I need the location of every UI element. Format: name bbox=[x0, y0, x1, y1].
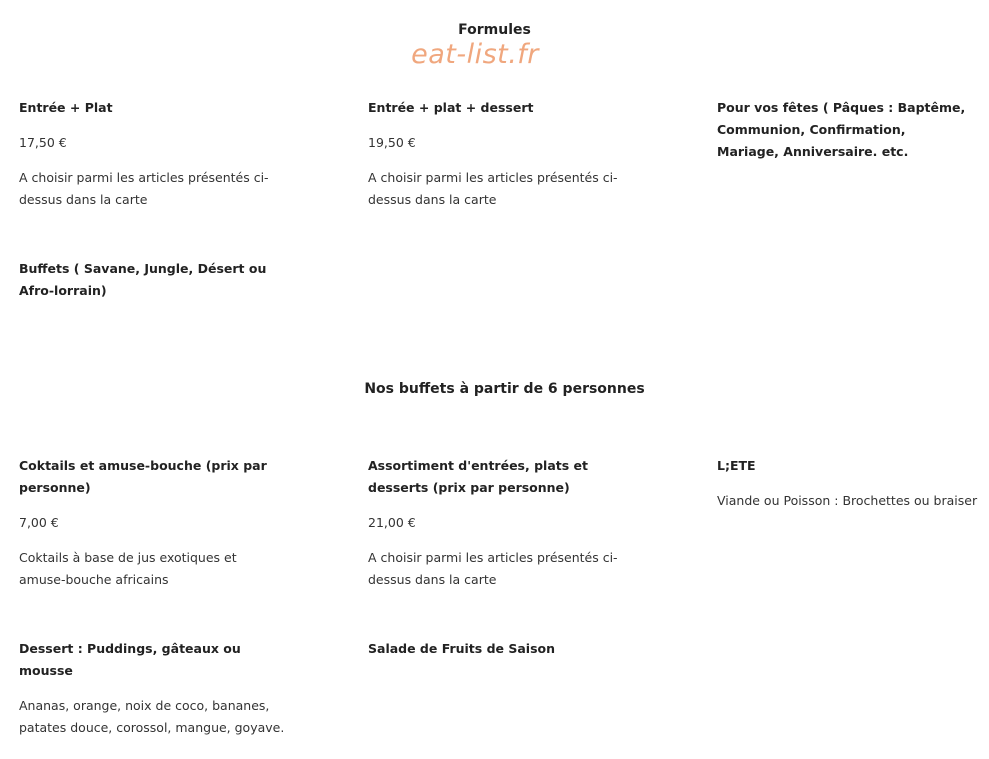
menu-item-title: Coktails et amuse-bouche (prix par personne) bbox=[19, 458, 267, 495]
menu-item-lete bbox=[717, 455, 985, 512]
menu-item-price: 19,50 € bbox=[368, 135, 416, 150]
menu-item-title: Dessert : Puddings, gâteaux ou mousse bbox=[19, 641, 241, 678]
menu-item-title: L;ETE bbox=[717, 458, 756, 473]
menu-item-fetes bbox=[717, 97, 967, 163]
menu-item-buffets bbox=[19, 258, 281, 302]
menu-item-description: A choisir parmi les articles présentés ci-dessus dans la carte bbox=[368, 170, 618, 207]
menu-item-title: Pour vos fêtes ( Pâques : Baptême, Communion, Confirmation, Mariage, Anniversaire. etc. bbox=[717, 100, 966, 159]
menu-item-title: Entrée + plat + dessert bbox=[368, 100, 534, 115]
menu-item-entree-plat-dessert bbox=[368, 97, 636, 211]
menu-item-description: Ananas, orange, noix de coco, bananes, patates douce, corossol, mangue, goyave. bbox=[19, 698, 285, 735]
menu-item-coktails bbox=[19, 455, 287, 591]
menu-item-title: Salade de Fruits de Saison bbox=[368, 641, 555, 656]
menu-item-price: 7,00 € bbox=[19, 515, 59, 530]
menu-item-price: 17,50 € bbox=[19, 135, 67, 150]
section-title-formules: Formules bbox=[458, 22, 531, 38]
menu-item-assortiment bbox=[368, 455, 636, 591]
menu-item-title: Entrée + Plat bbox=[19, 100, 113, 115]
menu-item-description: Viande ou Poisson : Brochettes ou braiser bbox=[717, 493, 978, 508]
menu-item-title: Buffets ( Savane, Jungle, Désert ou Afro-lorrain) bbox=[19, 261, 267, 298]
menu-item-dessert bbox=[19, 638, 287, 739]
section-title-buffets: Nos buffets à partir de 6 personnes bbox=[364, 381, 645, 397]
menu-item-description: Coktails à base de jus exotiques et amuse-bouche africains bbox=[19, 550, 237, 587]
watermark-logo: eat-list.fr bbox=[411, 39, 539, 70]
menu-item-price: 21,00 € bbox=[368, 515, 416, 530]
menu-item-description: A choisir parmi les articles présentés ci-dessus dans la carte bbox=[368, 550, 618, 587]
menu-item-description: A choisir parmi les articles présentés ci-dessus dans la carte bbox=[19, 170, 269, 207]
menu-item-entree-plat bbox=[19, 97, 287, 211]
menu-item-title: Assortiment d'entrées, plats et desserts (prix par personne) bbox=[368, 458, 588, 495]
menu-item-salade-fruits bbox=[368, 638, 636, 660]
